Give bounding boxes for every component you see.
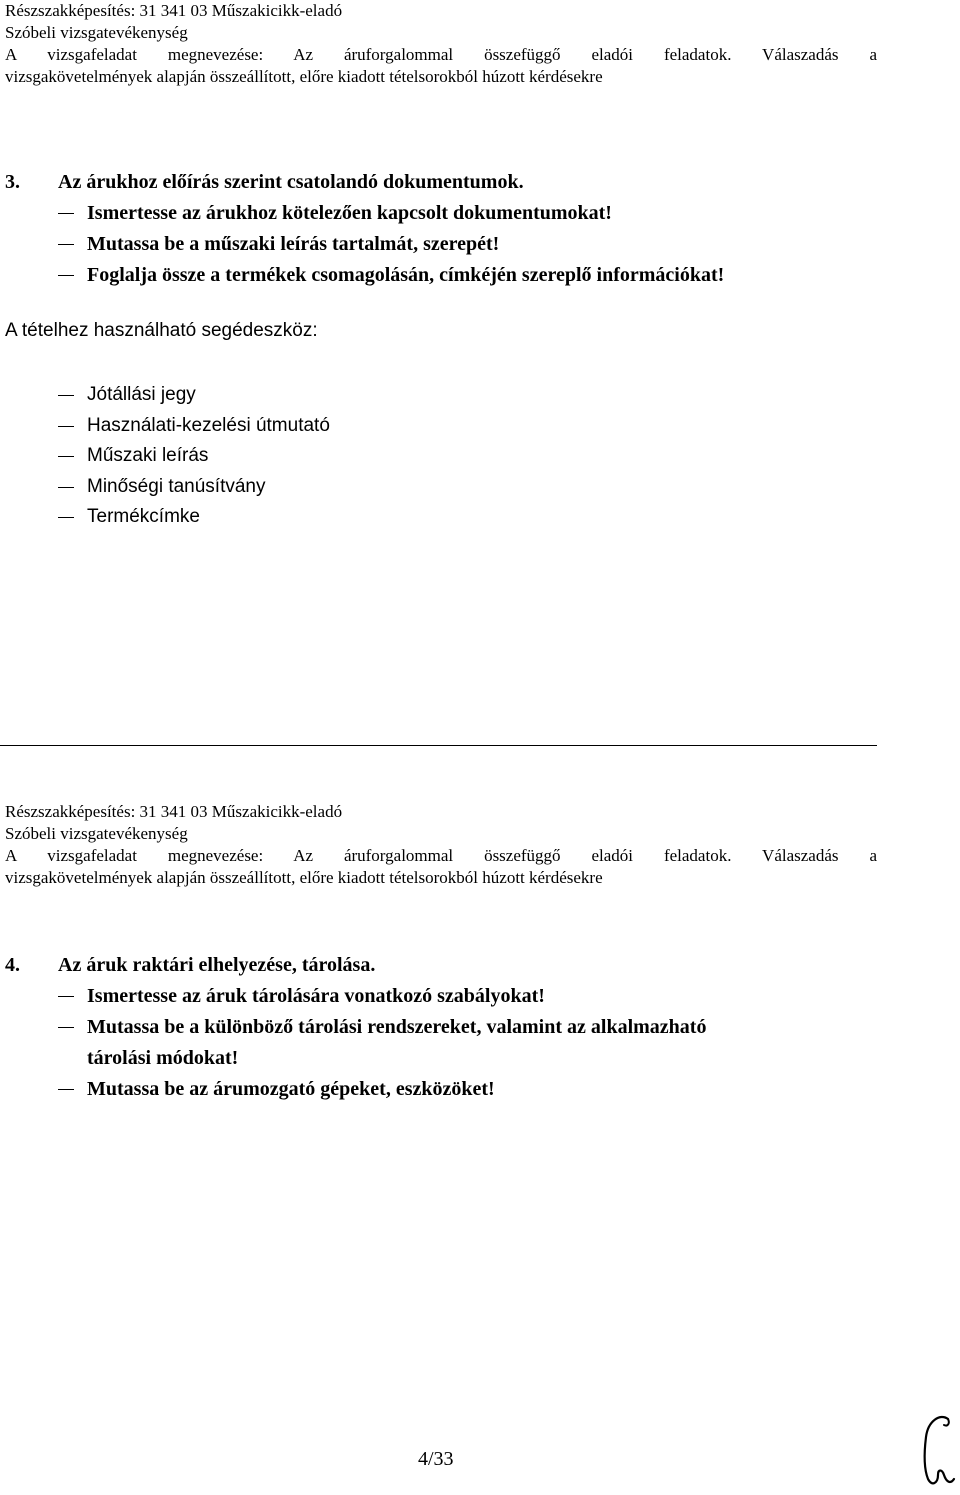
dash-bullet-icon [58, 456, 74, 457]
tools-list [5, 380, 330, 533]
task-item [5, 260, 905, 291]
task-text-line1: Mutassa be a különböző tárolási rendszereket, valamint az alkalmazható [87, 1016, 707, 1038]
task-description-line1: A vizsgafeladat megnevezése: Az áruforgalommal összefüggő eladói feladatok. Válaszadás a [5, 846, 877, 865]
tool-text: Minőségi tanúsítvány [87, 475, 266, 497]
question-number: 4. [5, 954, 20, 976]
qualification-label: Részszakképesítés: 31 341 03 Műszakicikk-eladó [5, 802, 343, 821]
page-header-repeat [5, 801, 877, 889]
question-number: 3. [5, 171, 20, 193]
dash-bullet-icon [58, 1027, 74, 1028]
task-item [5, 198, 905, 229]
dash-bullet-icon [58, 426, 74, 427]
activity-label: Szóbeli vizsgatevékenység [5, 824, 188, 843]
signature-mark [918, 1413, 956, 1491]
task-text-line2: tárolási módokat! [87, 1047, 239, 1069]
task-text: Mutassa be az árumozgató gépeket, eszközöket! [87, 1078, 495, 1100]
list-item [5, 472, 330, 503]
question-title: Az áruk raktári elhelyezése, tárolása. [58, 954, 376, 976]
task-text: Foglalja össze a termékek csomagolásán, címkéjén szereplő információkat! [87, 264, 725, 286]
qualification-label: Részszakképesítés: 31 341 03 Műszakicikk-eladó [5, 1, 343, 20]
task-item [5, 1074, 905, 1105]
dash-bullet-icon [58, 487, 74, 488]
task-item [5, 229, 905, 260]
dash-bullet-icon [58, 244, 74, 245]
tool-text: Használati-kezelési útmutató [87, 414, 330, 436]
dash-bullet-icon [58, 275, 74, 276]
list-item [5, 380, 330, 411]
task-description-line2: vizsgakövetelmények alapján összeállított, előre kiadott tételsorokból húzott kérdésekre [5, 67, 603, 86]
section-divider [0, 745, 877, 746]
task-item [5, 981, 905, 1012]
dash-bullet-icon [58, 213, 74, 214]
question-title: Az árukhoz előírás szerint csatolandó dokumentumok. [58, 171, 524, 193]
task-text: Mutassa be a műszaki leírás tartalmát, szerepét! [87, 233, 500, 255]
dash-bullet-icon [58, 517, 74, 518]
tools-heading: A tételhez használható segédeszköz: [5, 320, 318, 341]
task-description-line1: A vizsgafeladat megnevezése: Az áruforgalommal összefüggő eladói feladatok. Válaszadás a [5, 45, 877, 64]
dash-bullet-icon [58, 395, 74, 396]
list-item [5, 502, 330, 533]
task-item [5, 1012, 905, 1074]
page-header-top [5, 0, 877, 88]
question-3 [5, 167, 905, 291]
tool-text: Termékcímke [87, 506, 200, 527]
dash-bullet-icon [58, 1089, 74, 1090]
task-description-line2: vizsgakövetelmények alapján összeállított, előre kiadott tételsorokból húzott kérdésekre [5, 868, 603, 887]
question-4 [5, 950, 905, 1105]
activity-label: Szóbeli vizsgatevékenység [5, 23, 188, 42]
list-item [5, 441, 330, 472]
task-text: Ismertesse az árukhoz kötelezően kapcsolt dokumentumokat! [87, 202, 612, 224]
task-text: Ismertesse az áruk tárolására vonatkozó szabályokat! [87, 985, 545, 1007]
list-item [5, 411, 330, 442]
tool-text: Műszaki leírás [87, 445, 209, 466]
page-number: 4/33 [418, 1448, 454, 1470]
dash-bullet-icon [58, 996, 74, 997]
tool-text: Jótállási jegy [87, 384, 196, 405]
